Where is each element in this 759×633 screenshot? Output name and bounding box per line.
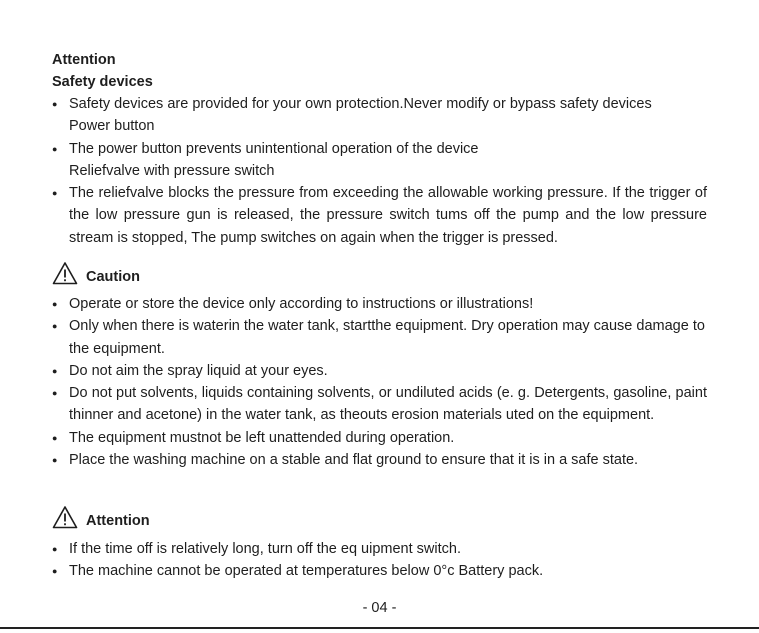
warning-triangle-icon <box>52 261 78 285</box>
page-number: - 04 - <box>362 600 397 616</box>
list-item: ● Only when there is waterin the water tank, startthe equipment. Dry operation may cause damage to the equipment. <box>52 315 707 360</box>
footer-divider <box>0 627 759 629</box>
list-item: ● Do not put solvents, liquids containing solvents, or undiluted acids (e. g. Detergents, gasoline, paint thinner and acetone) in the water tank, as theouts erosion materials uted on the equipment. <box>52 382 707 427</box>
safety-devices-heading: Safety devices <box>52 74 153 90</box>
attention-list <box>52 538 707 583</box>
list-item: ● Operate or store the device only according to instructions or illustrations! <box>52 293 707 315</box>
caution-list <box>52 293 707 471</box>
list-item: ● If the time off is relatively long, turn off the eq uipment switch. <box>52 538 707 560</box>
list-item: ● Safety devices are provided for your own protection.Never modify or bypass safety devices <box>52 93 707 115</box>
list-item: ● Place the washing machine on a stable and flat ground to ensure that it is in a safe state. <box>52 449 707 471</box>
attention-title: Attention <box>86 513 150 529</box>
list-item: ● The power button prevents unintentional operation of the device <box>52 138 707 160</box>
safety-devices-section <box>52 93 707 249</box>
caution-title: Caution <box>86 269 140 285</box>
power-button-subheading: Power button <box>69 118 155 135</box>
caution-header <box>52 261 140 285</box>
list-item: ● The equipment mustnot be left unattended during operation. <box>52 427 707 449</box>
list-item: ● Do not aim the spray liquid at your eyes. <box>52 360 707 382</box>
list-item: ● The reliefvalve blocks the pressure from exceeding the allowable working pressure. If the trigger of the low pressure gun is released, the pressure switch tums off the pump and the low pressure stream is stopped, The pump switches on again when the trigger is pressed. <box>52 182 707 249</box>
attention-header <box>52 505 150 529</box>
relief-valve-subheading: Reliefvalve with pressure switch <box>69 162 275 179</box>
attention-heading: Attention <box>52 52 116 68</box>
warning-triangle-icon <box>52 505 78 529</box>
list-item: ● The machine cannot be operated at temperatures below 0°c Battery pack. <box>52 560 707 582</box>
